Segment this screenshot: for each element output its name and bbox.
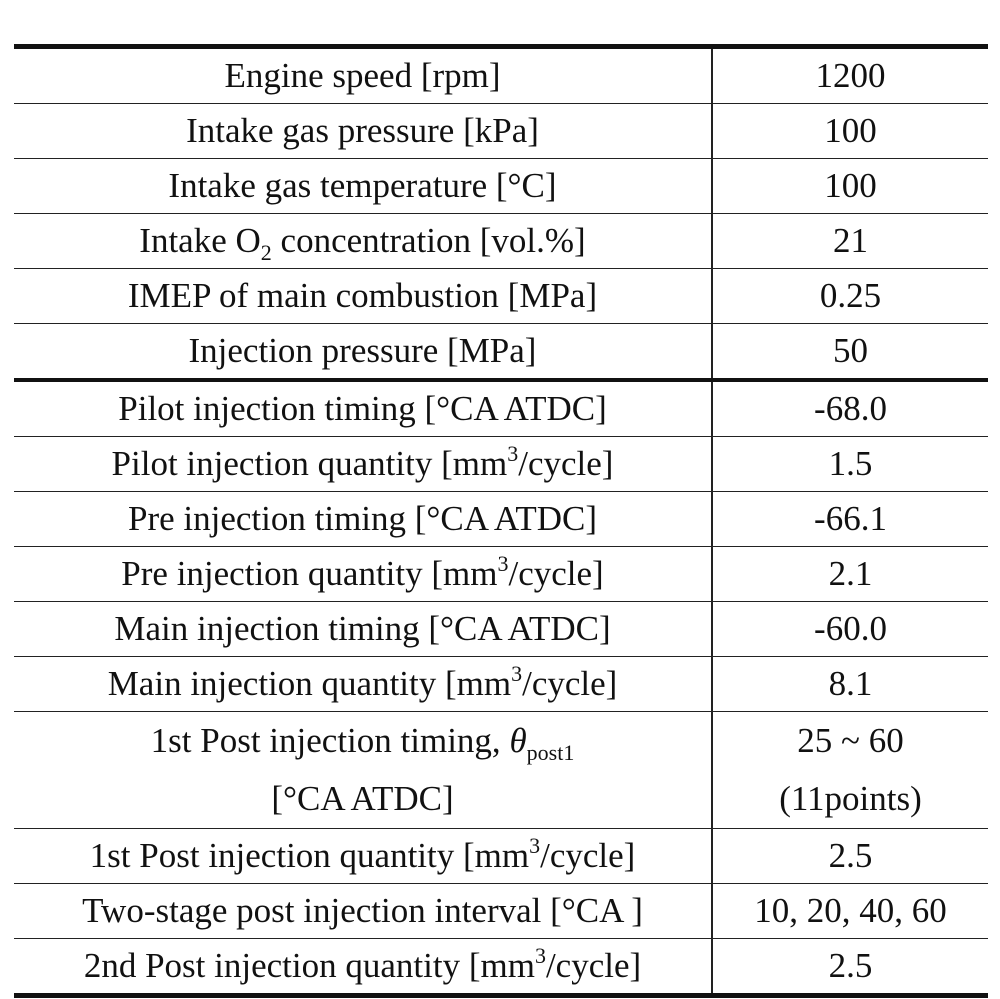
table-row-intake-pressure: [14, 104, 988, 159]
param-cell: [14, 47, 712, 104]
param-label-suffix: /cycle]: [545, 946, 642, 985]
superscript: 3: [507, 441, 519, 466]
param-label: 2nd Post injection quantity [mm: [83, 946, 535, 985]
table-row-injection-pressure: [14, 324, 988, 381]
param-cell: [14, 884, 712, 939]
param-cell: [14, 437, 712, 492]
param-label: Pre injection quantity [mm: [121, 554, 498, 593]
subscript: post1: [526, 740, 575, 765]
param-label: Intake gas temperature [°C]: [168, 166, 557, 205]
value-cell: 8.1: [712, 657, 988, 712]
param-cell: [14, 939, 712, 996]
param-label: Main injection timing [°CA ATDC]: [114, 609, 611, 648]
table-row-post2-quantity: [14, 939, 988, 996]
param-label-suffix: /cycle]: [518, 444, 614, 483]
param-line-2: [°CA ATDC]: [271, 779, 454, 818]
superscript: 3: [497, 551, 509, 576]
theta-symbol: θ: [509, 721, 527, 760]
param-cell: [14, 159, 712, 214]
table-row-pilot-timing: [14, 380, 988, 437]
value-cell: [712, 712, 988, 829]
value-line-1: 25 ~ 60: [797, 721, 904, 760]
param-label: Intake O: [139, 221, 261, 260]
table-row-imep: [14, 269, 988, 324]
table-row-intake-o2: [14, 214, 988, 269]
param-cell: [14, 492, 712, 547]
param-cell: [14, 657, 712, 712]
subscript: 2: [260, 240, 272, 265]
value-cell: 10, 20, 40, 60: [712, 884, 988, 939]
param-cell: [14, 829, 712, 884]
table-row-main-timing: [14, 602, 988, 657]
superscript: 3: [534, 943, 546, 968]
param-label: 1st Post injection quantity [mm: [89, 836, 530, 875]
param-label-suffix: /cycle]: [522, 664, 618, 703]
value-cell: 21: [712, 214, 988, 269]
param-cell: [14, 547, 712, 602]
param-cell: [14, 380, 712, 437]
param-cell: [14, 104, 712, 159]
param-cell: [14, 602, 712, 657]
value-cell: 100: [712, 159, 988, 214]
param-cell: [14, 324, 712, 381]
param-label: Pilot injection quantity [mm: [111, 444, 508, 483]
superscript: 3: [511, 661, 523, 686]
param-label: IMEP of main combustion [MPa]: [127, 276, 598, 315]
value-cell: 1.5: [712, 437, 988, 492]
param-label: Two-stage post injection interval [°CA ]: [82, 891, 643, 930]
table-row-pre-timing: [14, 492, 988, 547]
value-cell: 2.5: [712, 829, 988, 884]
table-body: [14, 47, 988, 996]
conditions-table-wrapper: [14, 44, 988, 998]
param-label: Injection pressure [MPa]: [188, 331, 537, 370]
param-label: Pilot injection timing [°CA ATDC]: [118, 389, 607, 428]
param-cell: [14, 214, 712, 269]
value-cell: 0.25: [712, 269, 988, 324]
param-label: 1st Post injection timing,: [150, 721, 510, 760]
table-row-post1-timing: [14, 712, 988, 829]
param-label: Pre injection timing [°CA ATDC]: [128, 499, 597, 538]
table-row-pre-quantity: [14, 547, 988, 602]
param-label: Intake gas pressure [kPa]: [186, 111, 539, 150]
param-label: Engine speed [rpm]: [224, 56, 501, 95]
value-cell: -60.0: [712, 602, 988, 657]
value-cell: 1200: [712, 47, 988, 104]
superscript: 3: [529, 833, 541, 858]
table-row-main-quantity: [14, 657, 988, 712]
param-label-suffix: concentration [vol.%]: [271, 221, 586, 260]
table-row-pilot-quantity: [14, 437, 988, 492]
table-row-intake-temperature: [14, 159, 988, 214]
value-line-2: (11points): [779, 779, 922, 818]
param-cell: [14, 712, 712, 829]
param-label-suffix: /cycle]: [508, 554, 604, 593]
value-cell: -68.0: [712, 380, 988, 437]
param-cell: [14, 269, 712, 324]
param-line-1: [14, 712, 711, 770]
experimental-conditions-table: [14, 44, 988, 998]
table-row-engine-speed: [14, 47, 988, 104]
value-cell: 50: [712, 324, 988, 381]
param-label-suffix: /cycle]: [540, 836, 636, 875]
value-cell: 2.5: [712, 939, 988, 996]
param-label: Main injection quantity [mm: [107, 664, 512, 703]
value-cell: 100: [712, 104, 988, 159]
value-cell: -66.1: [712, 492, 988, 547]
table-row-post1-quantity: [14, 829, 988, 884]
value-cell: 2.1: [712, 547, 988, 602]
table-row-post-interval: [14, 884, 988, 939]
